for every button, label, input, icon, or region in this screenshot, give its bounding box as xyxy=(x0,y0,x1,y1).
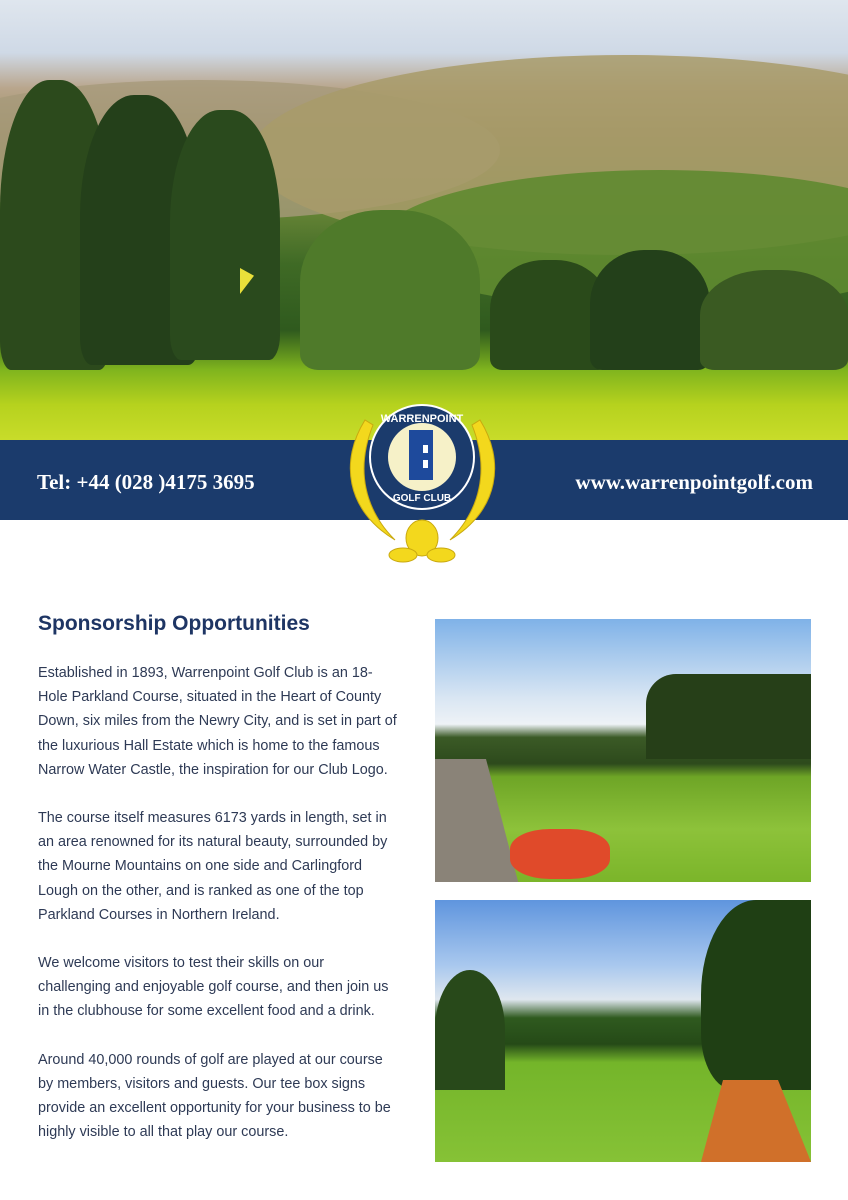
body-text xyxy=(38,661,400,1168)
website-link[interactable]: www.warrenpointgolf.com xyxy=(575,470,813,494)
paragraph: We welcome visitors to test their skills on our challenging and enjoyable golf course, and then join us in the clubhouse for some excellent food and a drink. xyxy=(38,955,389,1020)
club-logo xyxy=(335,400,510,570)
paragraph: The course itself measures 6173 yards in length, set in an area renowned for its natural beauty, surrounded by the Mourne Mountains on one side and Carlingford Lough on the other, and is ranked as one of the top Parkland Courses in Northern Ireland. xyxy=(38,810,388,923)
photo-tee-box-flowers xyxy=(435,619,811,882)
hero-golf-course-photo xyxy=(0,0,848,440)
page-title: Sponsorship Opportunities xyxy=(38,612,310,635)
svg-text:GOLF CLUB: GOLF CLUB xyxy=(392,493,452,504)
svg-text:WARRENPOINT: WARRENPOINT xyxy=(380,413,464,425)
photo-fairway xyxy=(435,900,811,1162)
telephone-number: Tel: +44 (028 )4175 3695 xyxy=(37,470,255,494)
paragraph: Around 40,000 rounds of golf are played at our course by members, visitors and guests. Our tee box signs provide an excellent opportunity for your business to be highly visible to all that play our course. xyxy=(38,1051,391,1141)
paragraph: Established in 1893, Warrenpoint Golf Club is an 18-Hole Parkland Course, situated in the Heart of County Down, six miles from the Newry City, and is set in part of the luxurious Hall Estate which is home to the famous Narrow Water Castle, the inspiration for our Club Logo. xyxy=(38,665,397,778)
